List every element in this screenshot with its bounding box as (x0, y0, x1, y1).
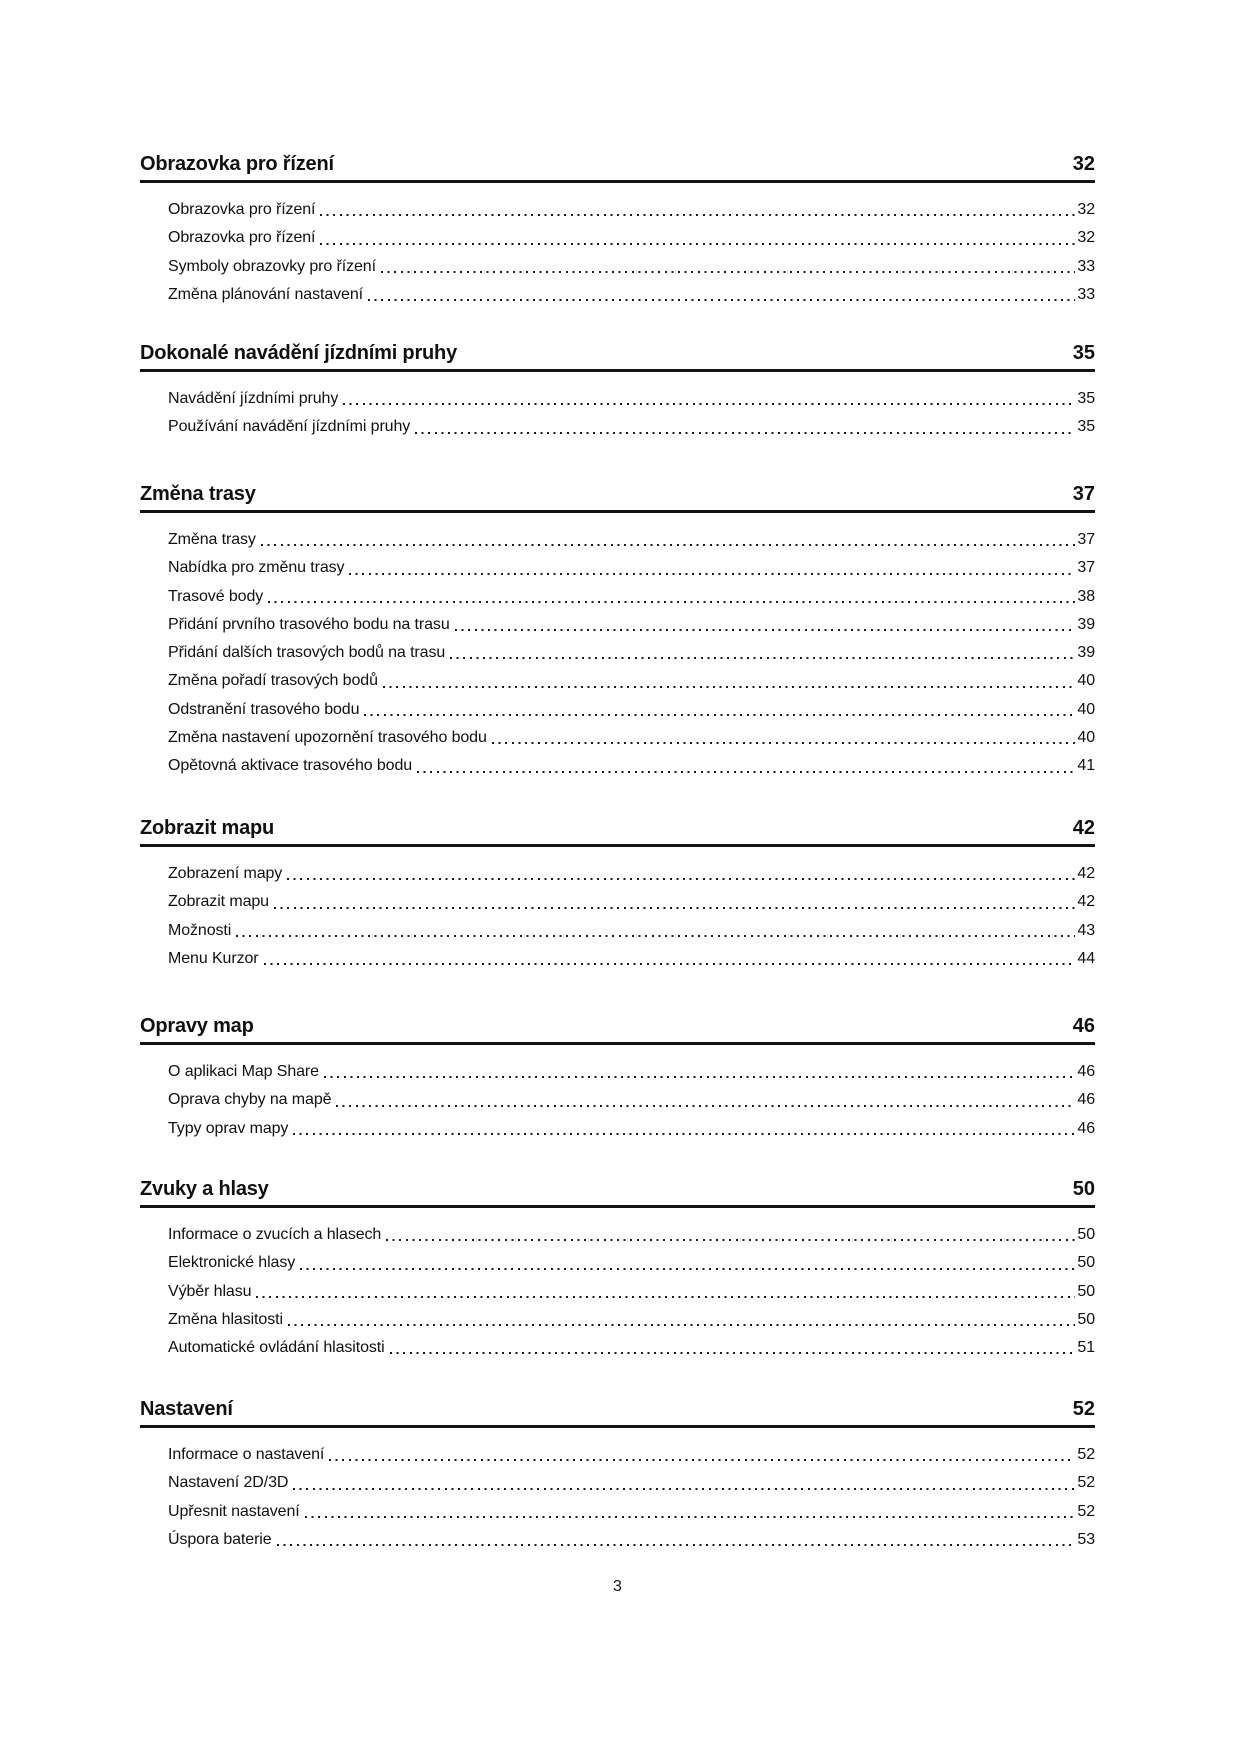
toc-entry (168, 667, 1095, 695)
toc-entry (168, 1334, 1095, 1362)
toc-entry (168, 1306, 1095, 1334)
toc-entry-title: Nabídka pro změnu trasy (168, 559, 345, 577)
toc-section-header (140, 343, 1095, 372)
toc-entry (168, 1526, 1095, 1554)
toc-entry (168, 583, 1095, 611)
toc-section (140, 1399, 1095, 1554)
toc-section-page-number: 42 (1072, 817, 1095, 839)
toc-entry-list (140, 196, 1095, 309)
toc-section-title: Zobrazit mapu (140, 817, 275, 839)
toc-entry-page-number: 50 (1077, 1310, 1095, 1328)
toc-entry (168, 385, 1095, 413)
toc-entry-page-number: 39 (1077, 644, 1095, 662)
toc-entry-page-number: 37 (1077, 559, 1095, 577)
toc-entry-page-number: 37 (1077, 531, 1095, 548)
toc-section-page-number: 35 (1072, 342, 1095, 364)
toc-entry (168, 1249, 1095, 1277)
dotted-leader (320, 214, 1075, 216)
toc-entry-page-number: 53 (1077, 1530, 1095, 1548)
toc-entry-page-number: 50 (1077, 1282, 1095, 1300)
toc-entry (168, 253, 1095, 281)
toc-entry-title: Trasové body (168, 587, 264, 605)
toc-entry-title: Výběr hlasu (168, 1282, 252, 1300)
toc-entry-page-number: 33 (1077, 257, 1095, 275)
toc-entry-title: Odstranění trasového bodu (168, 700, 360, 718)
toc-entry-title: Změna plánování nastavení (168, 285, 363, 303)
toc-section-header (140, 1016, 1095, 1045)
dotted-leader (455, 629, 1076, 631)
toc-entry (168, 696, 1095, 724)
dotted-leader (288, 1324, 1075, 1326)
dotted-leader (329, 1459, 1075, 1461)
toc-entry-page-number: 35 (1077, 390, 1095, 407)
toc-entry-page-number: 40 (1077, 729, 1095, 747)
toc-section-page-number: 50 (1072, 1178, 1095, 1200)
dotted-leader (349, 573, 1075, 575)
toc-entry-page-number: 40 (1077, 672, 1095, 690)
page-footer (140, 1577, 1095, 1597)
toc-entry (168, 1278, 1095, 1306)
dotted-leader (324, 1076, 1075, 1078)
toc-entry-title: Zobrazit mapu (168, 893, 269, 911)
dotted-leader (390, 1352, 1076, 1354)
toc-section (140, 818, 1095, 973)
toc-entry-page-number: 50 (1077, 1226, 1095, 1243)
toc-entry-title: Používání navádění jízdními pruhy (168, 418, 411, 436)
toc-entry-title: Navádění jízdními pruhy (168, 390, 339, 407)
toc-entry-page-number: 46 (1077, 1119, 1095, 1137)
toc-section (140, 1016, 1095, 1143)
toc-entry-page-number: 38 (1077, 587, 1095, 605)
toc-entry (168, 281, 1095, 309)
dotted-leader (236, 935, 1075, 937)
toc-section-title: Změna trasy (140, 483, 256, 505)
toc-entry-page-number: 52 (1077, 1474, 1095, 1492)
toc-entry-page-number: 43 (1077, 921, 1095, 939)
toc-entry-title: Upřesnit nastavení (168, 1502, 300, 1520)
toc-entry (168, 1086, 1095, 1114)
toc-entry (168, 724, 1095, 752)
dotted-leader (268, 601, 1075, 603)
toc-entry-title: Změna nastavení upozornění trasového bodu (168, 729, 487, 747)
toc-entry-title: Zobrazení mapy (168, 865, 283, 882)
toc-entry-title: O aplikaci Map Share (168, 1063, 319, 1080)
toc-section-header (140, 818, 1095, 847)
dotted-leader (336, 1105, 1075, 1107)
toc-entry (168, 1115, 1095, 1143)
toc-section-header (140, 154, 1095, 183)
toc-entry-list (140, 1221, 1095, 1362)
toc-entry-title: Oprava chyby na mapě (168, 1091, 332, 1109)
toc-entry (168, 611, 1095, 639)
toc-entry-title: Opětovná aktivace trasového bodu (168, 757, 413, 775)
toc-entry-page-number: 44 (1077, 949, 1095, 967)
toc-entry (168, 639, 1095, 667)
toc-section-header (140, 1179, 1095, 1208)
dotted-leader (264, 963, 1076, 965)
toc-entry (168, 888, 1095, 916)
toc-entry-page-number: 46 (1077, 1063, 1095, 1080)
toc-entry-title: Automatické ovládání hlasitosti (168, 1339, 385, 1357)
toc-entry (168, 917, 1095, 945)
dotted-leader (343, 403, 1075, 405)
toc-entry-page-number: 46 (1077, 1091, 1095, 1109)
toc-entry-list (140, 385, 1095, 442)
dotted-leader (287, 878, 1075, 880)
toc-entry-page-number: 52 (1077, 1502, 1095, 1520)
toc-entry (168, 1221, 1095, 1249)
dotted-leader (415, 432, 1075, 434)
dotted-leader (368, 299, 1075, 301)
toc-entry (168, 224, 1095, 252)
toc-entry (168, 1469, 1095, 1497)
dotted-leader (450, 657, 1075, 659)
toc-entry-page-number: 42 (1077, 865, 1095, 882)
toc-section (140, 343, 1095, 442)
toc-entry-title: Obrazovka pro řízení (168, 201, 316, 218)
toc-entry (168, 413, 1095, 441)
toc-section-page-number: 37 (1072, 483, 1095, 505)
toc-entry-title: Typy oprav mapy (168, 1119, 289, 1137)
toc-entry (168, 860, 1095, 888)
toc-entry-list (140, 1441, 1095, 1554)
toc-entry-title: Změna trasy (168, 531, 256, 548)
toc-section-title: Opravy map (140, 1015, 254, 1037)
toc-entry-title: Přidání prvního trasového bodu na trasu (168, 615, 450, 633)
toc-section-title: Obrazovka pro řízení (140, 153, 334, 175)
toc-entry-title: Menu Kurzor (168, 949, 259, 967)
toc-entry-title: Informace o nastavení (168, 1446, 325, 1463)
dotted-leader (305, 1516, 1076, 1518)
toc-section-title: Zvuky a hlasy (140, 1178, 269, 1200)
dotted-leader (417, 771, 1075, 773)
dotted-leader (274, 907, 1075, 909)
toc-entry-page-number: 32 (1077, 229, 1095, 247)
toc-entry-title: Přidání dalších trasových bodů na trasu (168, 644, 446, 662)
toc-section-title: Dokonalé navádění jízdními pruhy (140, 342, 457, 364)
toc-entry-list (140, 526, 1095, 781)
dotted-leader (364, 714, 1075, 716)
toc-entry-page-number: 42 (1077, 893, 1095, 911)
dotted-leader (386, 1239, 1075, 1241)
toc-entry (168, 1498, 1095, 1526)
toc-entry-page-number: 39 (1077, 615, 1095, 633)
toc-section-header (140, 484, 1095, 513)
dotted-leader (293, 1488, 1075, 1490)
toc-entry-title: Elektronické hlasy (168, 1254, 296, 1272)
toc-entry-title: Nastavení 2D/3D (168, 1474, 289, 1492)
dotted-leader (277, 1544, 1076, 1546)
dotted-leader (300, 1268, 1075, 1270)
dotted-leader (293, 1133, 1075, 1135)
footer-page-number: 3 (613, 1578, 622, 1595)
toc-entry (168, 526, 1095, 554)
toc-entry-page-number: 51 (1077, 1339, 1095, 1357)
toc-entry-title: Možnosti (168, 921, 232, 939)
toc-entry (168, 752, 1095, 780)
toc-section-page-number: 52 (1072, 1398, 1095, 1420)
toc-entry-list (140, 1058, 1095, 1143)
toc-entry-page-number: 40 (1077, 700, 1095, 718)
toc-section-page-number: 32 (1072, 153, 1095, 175)
toc-entry-page-number: 52 (1077, 1446, 1095, 1463)
toc-section (140, 484, 1095, 781)
toc-entry-title: Změna hlasitosti (168, 1310, 283, 1328)
toc-entry-list (140, 860, 1095, 973)
toc-section (140, 154, 1095, 309)
dotted-leader (492, 742, 1076, 744)
toc-entry-page-number: 35 (1077, 418, 1095, 436)
toc-entry (168, 1058, 1095, 1086)
toc-entry (168, 1441, 1095, 1469)
toc-entry-page-number: 41 (1077, 757, 1095, 775)
toc-entry (168, 196, 1095, 224)
toc-entry-title: Úspora baterie (168, 1530, 272, 1548)
toc-entry-page-number: 50 (1077, 1254, 1095, 1272)
dotted-leader (261, 544, 1076, 546)
toc-entry (168, 554, 1095, 582)
dotted-leader (383, 686, 1076, 688)
dotted-leader (320, 243, 1075, 245)
toc-section-header (140, 1399, 1095, 1428)
toc-entry-title: Změna pořadí trasových bodů (168, 672, 378, 690)
toc-section (140, 1179, 1095, 1362)
toc-entry-page-number: 33 (1077, 285, 1095, 303)
toc-entry-title: Obrazovka pro řízení (168, 229, 316, 247)
toc-section-title: Nastavení (140, 1398, 233, 1420)
toc-entry-title: Informace o zvucích a hlasech (168, 1226, 382, 1243)
dotted-leader (256, 1296, 1075, 1298)
toc-entry-title: Symboly obrazovky pro řízení (168, 257, 376, 275)
toc-section-page-number: 46 (1072, 1015, 1095, 1037)
dotted-leader (381, 271, 1075, 273)
toc-entry (168, 945, 1095, 973)
toc-entry-page-number: 32 (1077, 201, 1095, 218)
